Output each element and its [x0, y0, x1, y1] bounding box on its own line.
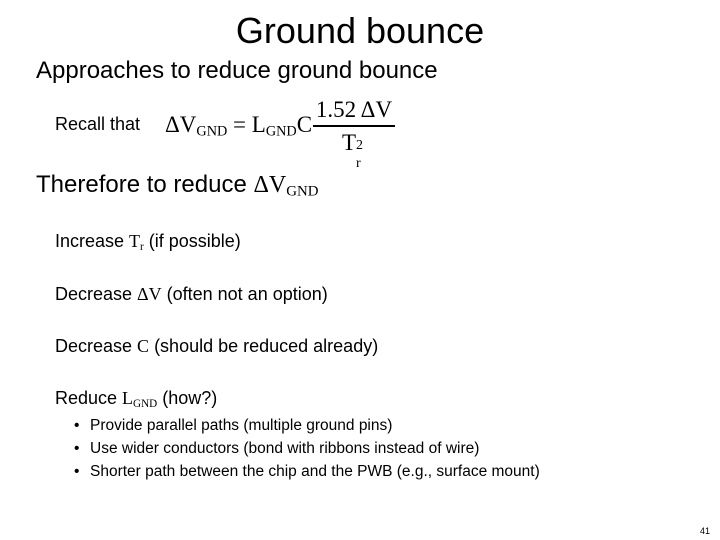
formula-numerator: 1.52 ΔV — [315, 97, 393, 122]
bullet-text: Provide parallel paths (multiple ground pins) — [90, 417, 393, 434]
item-prefix: Increase — [55, 231, 130, 251]
page-number: 41 — [699, 526, 710, 536]
formula-rhs-subscript: GND — [265, 123, 297, 140]
formula-delta-v: ΔV — [165, 112, 197, 137]
sub-bullet-list — [74, 414, 540, 483]
bullet-icon: • — [74, 440, 80, 457]
item-symbol: ΔV — [137, 284, 162, 304]
list-item — [74, 460, 540, 483]
item-suffix: (how?) — [157, 388, 218, 408]
therefore-subscript: GND — [286, 183, 319, 200]
formula-capacitance: C — [296, 112, 313, 137]
bullet-text: Use wider conductors (bond with ribbons instead of wire) — [90, 440, 480, 457]
bullet-text: Shorter path between the chip and the PWB (e.g., surface mount) — [90, 463, 540, 480]
recall-label: Recall that — [55, 114, 141, 134]
list-item-increase-tr — [55, 231, 241, 253]
list-item — [74, 414, 540, 437]
therefore-heading — [36, 171, 318, 201]
list-item-decrease-dv — [55, 284, 328, 305]
slide-subtitle: Approaches to reduce ground bounce — [36, 57, 438, 84]
formula-equals-l: = L — [227, 112, 266, 137]
item-suffix: (if possible) — [143, 231, 241, 251]
fraction-bar — [313, 125, 395, 127]
item-symbol: L — [122, 388, 134, 408]
formula-fraction — [313, 97, 395, 171]
item-subscript: GND — [133, 397, 158, 410]
item-suffix: (should be reduced already) — [149, 336, 379, 356]
item-symbol: T — [129, 231, 141, 251]
bullet-icon: • — [74, 417, 80, 434]
denominator-base: T — [341, 129, 357, 155]
therefore-symbol: ΔV — [253, 172, 287, 198]
list-item-decrease-c — [55, 336, 378, 357]
therefore-text: Therefore to reduce — [36, 171, 254, 198]
item-prefix: Reduce — [55, 388, 123, 408]
formula-lhs — [165, 112, 312, 141]
list-item — [74, 437, 540, 460]
item-suffix: (often not an option) — [161, 284, 328, 304]
slide-title: Ground bounce — [235, 10, 485, 51]
formula-lhs-subscript: GND — [196, 123, 228, 140]
denominator-subscript: r — [356, 155, 361, 171]
item-subscript: r — [140, 240, 144, 253]
item-prefix: Decrease — [55, 284, 138, 304]
item-symbol: C — [137, 336, 150, 356]
list-item-reduce-lgnd — [55, 388, 217, 410]
bullet-icon: • — [74, 463, 80, 480]
item-prefix: Decrease — [55, 336, 138, 356]
denominator-superscript: 2 — [356, 137, 364, 153]
formula-denominator — [313, 129, 395, 171]
